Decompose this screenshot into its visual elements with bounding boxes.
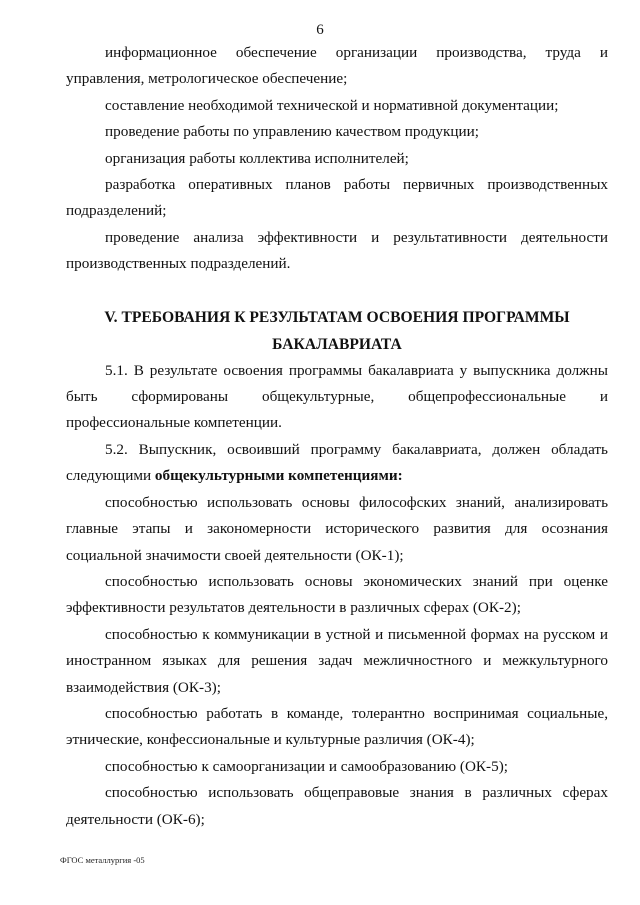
- intro-item: разработка оперативных планов работы первичных производственных подразделений;: [66, 176, 608, 220]
- footer-note: ФГОС металлургия -05: [60, 855, 145, 865]
- competency-item: способностью к коммуникации в устной и письменной формах на русском и иностранном языках для решения задач межличностного и межкультурного взаимодействия (ОК-3);: [66, 625, 608, 696]
- competency-item: способностью использовать общеправовые знания в различных сферах деятельности (ОК-6);: [66, 784, 608, 828]
- competency-item: способностью использовать основы экономических знаний при оценке эффективности результатов деятельности в различных сферах (ОК-2);: [66, 572, 608, 617]
- section-heading-line2: БАКАЛАВРИАТА: [272, 335, 402, 353]
- intro-item: информационное обеспечение организации производства, труда и управления, метрологическое обеспечение;: [66, 44, 608, 88]
- intro-item: проведение анализа эффективности и результативности деятельности производственных подразделений.: [66, 228, 608, 273]
- intro-item: организация работы коллектива исполнителей;: [105, 149, 409, 167]
- section-heading: [66, 304, 608, 358]
- clause-5-2-bold: общекультурными компетенциями:: [154, 467, 403, 485]
- clause-5-2: [66, 437, 608, 490]
- competency-item: способностью использовать основы философских знаний, анализировать главные этапы и закономерности исторического развития для осознания социальной значимости своей деятельности (ОК-1);: [66, 493, 608, 564]
- page-number: 6: [316, 22, 324, 38]
- intro-item: проведение работы по управлению качеством продукции;: [105, 123, 479, 141]
- section-heading-line1: V. ТРЕБОВАНИЯ К РЕЗУЛЬТАТАМ ОСВОЕНИЯ ПРОГРАММЫ: [104, 308, 570, 326]
- clause-5-2-lead: 5.2. Выпускник, освоивший программу бакалавриата, должен обладать следующими: [66, 440, 608, 485]
- clause-5-1: 5.1. В результате освоения программы бакалавриата у выпускника должны быть сформированы общекультурные, общепрофессиональные и профессиональные компетенции.: [66, 361, 608, 432]
- competency-item: способностью к самоорганизации и самообразованию (ОК-5);: [105, 757, 508, 775]
- page-body: [66, 40, 608, 833]
- intro-item: составление необходимой технической и нормативной документации;: [105, 96, 559, 114]
- competency-item: способностью работать в команде, толерантно воспринимая социальные, этнические, конфессиональные и культурные различия (ОК-4);: [66, 704, 608, 749]
